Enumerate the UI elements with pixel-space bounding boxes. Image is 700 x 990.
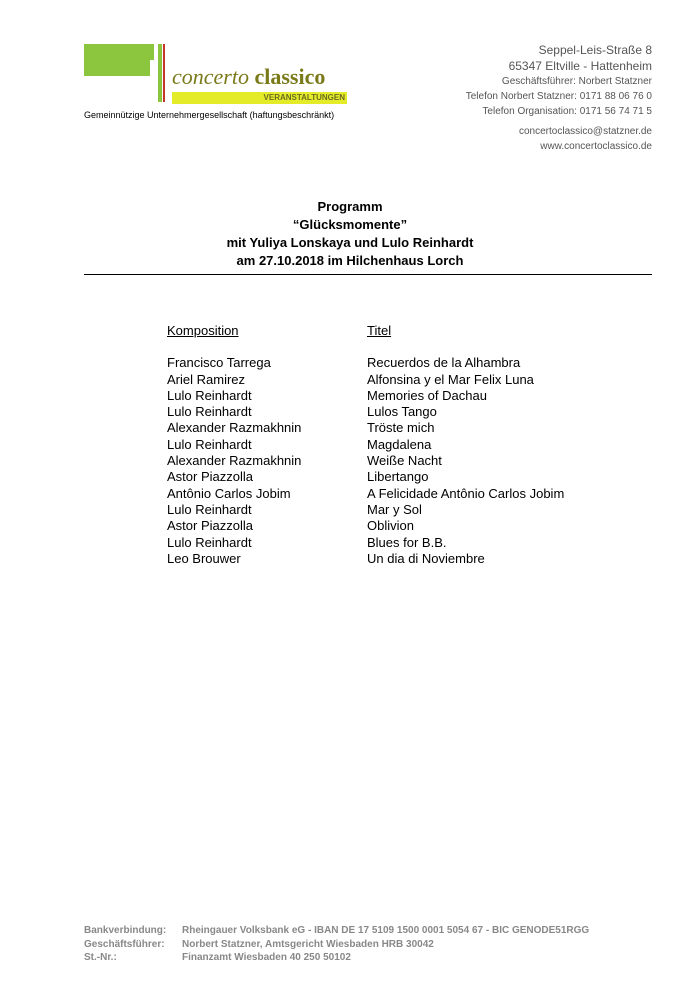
title-cell: Weiße Nacht (367, 453, 442, 469)
program-row (167, 518, 564, 534)
footer (84, 924, 589, 965)
program-row (167, 404, 564, 420)
title-cell: Un dia di Noviembre (367, 550, 485, 566)
program-row (167, 469, 564, 485)
logo-green-block-bottom (84, 60, 150, 76)
program-row (167, 355, 564, 371)
contact-website[interactable]: www.concertoclassico.de (540, 141, 652, 152)
composer-cell: Francisco Tarrega (167, 355, 271, 371)
heading-line-4: am 27.10.2018 im Hilchenhaus Lorch (236, 253, 464, 268)
logo-green-bar (158, 44, 162, 102)
heading-line-2: “Glücksmomente” (292, 217, 408, 232)
contact-email[interactable]: concertoclassico@statzner.de (519, 126, 652, 137)
composer-cell: Antônio Carlos Jobim (167, 485, 291, 501)
title-cell: Mar y Sol (367, 501, 422, 517)
composer-cell: Ariel Ramirez (167, 371, 246, 387)
title-cell: Tröste mich (367, 420, 435, 436)
heading-divider (84, 274, 652, 275)
composer-cell: Astor Piazzolla (167, 518, 253, 534)
title-cell: Libertango (367, 469, 429, 485)
program-row (167, 437, 564, 453)
title-cell: Magdalena (367, 436, 432, 452)
title-cell: Lulos Tango (367, 404, 437, 420)
logo-name-part2: classico (254, 64, 326, 89)
footer-manager-value: Norbert Statzner, Amtsgericht Wiesbaden HRB 30042 (182, 938, 434, 950)
address-street: Seppel-Leis-Straße 8 (538, 43, 652, 57)
footer-bank-value: Rheingauer Volksbank eG - IBAN DE 17 5109 1500 0001 5054 67 - BIC GENODE51RGG (182, 925, 590, 936)
title-cell: Oblivion (367, 518, 414, 534)
logo-green-block-top (84, 44, 154, 60)
composer-cell: Alexander Razmakhnin (167, 420, 302, 436)
program-row (167, 535, 564, 551)
contact-block (519, 124, 652, 154)
footer-tax-row (84, 951, 589, 965)
column-header-title: Titel (367, 323, 392, 338)
title-cell: A Felicidade Antônio Carlos Jobim (367, 485, 565, 501)
program-header-row (167, 323, 564, 339)
program-row (167, 453, 564, 469)
company-subtitle: Gemeinnützige Unternehmergesellschaft (haftungsbeschränkt) (84, 110, 335, 120)
footer-bank-label: Bankverbindung: (84, 925, 167, 936)
column-header-composer: Komposition (167, 323, 239, 338)
composer-cell: Alexander Razmakhnin (167, 453, 302, 469)
composer-cell: Leo Brouwer (167, 550, 241, 566)
composer-cell: Lulo Reinhardt (167, 387, 252, 403)
address-phone-2: Telefon Organisation: 0171 56 74 71 5 (482, 106, 652, 117)
program-row (167, 486, 564, 502)
composer-cell: Lulo Reinhardt (167, 436, 252, 452)
logo-red-line (163, 44, 165, 102)
footer-manager-label: Geschäftsführer: (84, 938, 165, 950)
company-logo (84, 44, 354, 114)
footer-tax-value: Finanzamt Wiesbaden 40 250 50102 (182, 952, 351, 963)
title-cell: Blues for B.B. (367, 534, 447, 550)
document-heading (0, 198, 700, 270)
title-cell: Memories of Dachau (367, 387, 487, 403)
composer-cell: Lulo Reinhardt (167, 501, 252, 517)
logo-wordmark (172, 64, 325, 90)
heading-line-3: mit Yuliya Lonskaya und Lulo Reinhardt (226, 235, 474, 250)
program-row (167, 420, 564, 436)
footer-tax-label: St.-Nr.: (84, 952, 117, 963)
program-table (167, 323, 564, 567)
logo-name-part1: concerto (172, 64, 249, 89)
title-cell: Recuerdos de la Alhambra (367, 355, 521, 371)
heading-line-1: Programm (317, 199, 383, 214)
program-row (167, 551, 564, 567)
address-phone-1: Telefon Norbert Statzner: 0171 88 06 76 0 (465, 91, 652, 102)
address-manager: Geschäftsführer: Norbert Statzner (501, 76, 652, 87)
composer-cell: Lulo Reinhardt (167, 404, 252, 420)
program-row (167, 502, 564, 518)
program-row (167, 388, 564, 404)
address-city: 65347 Eltville - Hattenheim (508, 59, 652, 73)
composer-cell: Astor Piazzolla (167, 469, 253, 485)
footer-manager-row (84, 938, 589, 952)
program-row (167, 372, 564, 388)
composer-cell: Lulo Reinhardt (167, 534, 252, 550)
address-block (466, 42, 652, 119)
footer-bank-row (84, 924, 589, 938)
logo-band: VERANSTALTUNGEN (172, 92, 347, 104)
title-cell: Alfonsina y el Mar Felix Luna (367, 371, 534, 387)
